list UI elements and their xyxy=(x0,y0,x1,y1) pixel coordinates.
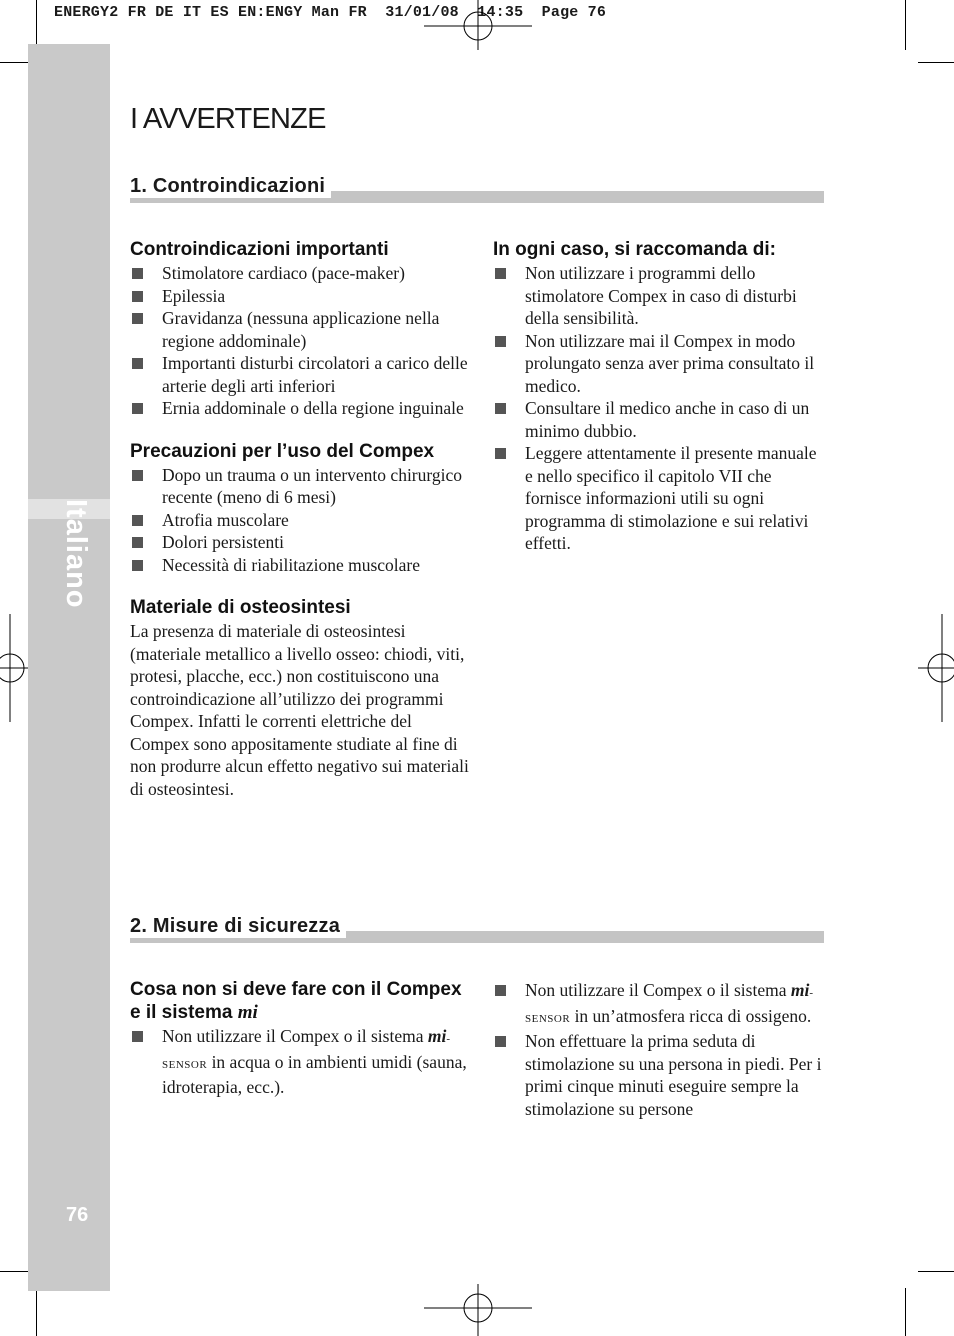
registration-mark-bottom-icon xyxy=(424,1284,532,1336)
recommendations-list xyxy=(493,262,825,555)
mi-logo: mi xyxy=(427,1026,447,1046)
section-1-left-column xyxy=(130,238,470,800)
sensor-label: -SENSOR xyxy=(525,987,814,1025)
crop-mark-bottom-right-v xyxy=(905,1288,906,1336)
list-item: Consultare il medico anche in caso di un minimo dubbio. xyxy=(493,397,825,442)
recommendations-heading: In ogni caso, si raccomanda di: xyxy=(493,239,776,260)
mi-logo: mi xyxy=(237,1002,258,1023)
list-item: Dopo un trauma o un intervento chirurgico recente (meno di 6 mesi) xyxy=(130,464,470,509)
crop-mark-top-right-v xyxy=(905,0,906,50)
registration-mark-right-icon xyxy=(918,614,954,722)
crop-mark-top-right-h xyxy=(918,62,954,63)
section-2-heading: 2. Misure di sicurezza xyxy=(130,915,346,938)
section-1-heading: 1. Controindicazioni xyxy=(130,175,331,198)
list-item-text: in un’atmosfera ricca di ossigeno. xyxy=(574,1005,812,1026)
list-item: Gravidanza (nessuna applicazione nella regione addominale) xyxy=(130,307,470,352)
safety-list-right xyxy=(493,979,825,1120)
crop-mark-top-left-v xyxy=(36,0,37,48)
mi-logo: mi xyxy=(790,980,810,1000)
crop-mark-bottom-right-h xyxy=(918,1271,954,1272)
crop-mark-bottom-left-v xyxy=(36,1288,37,1336)
page-title: I AVVERTENZE xyxy=(130,103,326,135)
list-item xyxy=(493,979,825,1030)
list-item: Non utilizzare i programmi dello stimolatore Compex in caso di disturbi della sensibilità. xyxy=(493,262,825,330)
precautions-heading: Precauzioni per l’uso del Compex xyxy=(130,440,435,462)
list-item xyxy=(130,1025,470,1099)
list-item: Dolori persistenti xyxy=(130,531,470,554)
list-item: Leggere attentamente il presente manuale e nello specifico il capitolo VII che fornisce informazioni utili su ogni programma di stimolazione e sui relativi effetti. xyxy=(493,442,825,555)
section-1-right-column xyxy=(493,238,825,555)
contraindications-list xyxy=(130,262,470,420)
list-item: Non effettuare la prima seduta di stimolazione su una persona in piedi. Per i primi cinque minuti eseguire sempre la stimolazione su persone xyxy=(493,1030,825,1120)
list-item: Ernia addominale o della regione inguinale xyxy=(130,397,470,420)
osteosynthesis-heading: Materiale di osteosintesi xyxy=(130,597,351,618)
precautions-list xyxy=(130,464,470,577)
safety-list-left xyxy=(130,1025,470,1099)
list-item: Non utilizzare mai il Compex in modo prolungato senza aver prima consultato il medico. xyxy=(493,330,825,398)
list-item: Stimolatore cardiaco (pace-maker) xyxy=(130,262,470,285)
safety-heading-text: Cosa non si deve fare con il Compex e il sistema xyxy=(130,979,462,1023)
list-item: Epilessia xyxy=(130,285,470,308)
sensor-label: -SENSOR xyxy=(162,1033,451,1071)
language-side-tab xyxy=(28,44,110,1291)
list-item: Necessità di riabilitazione muscolare xyxy=(130,554,470,577)
safety-heading xyxy=(130,978,470,1024)
section-2-left-column xyxy=(130,978,470,1099)
side-tab-language-label: Italiano xyxy=(60,499,92,609)
list-item: Atrofia muscolare xyxy=(130,509,470,532)
registration-mark-top-icon xyxy=(424,0,532,50)
list-item: Importanti disturbi circolatori a carico delle arterie degli arti inferiori xyxy=(130,352,470,397)
contraindications-heading: Controindicazioni importanti xyxy=(130,239,389,260)
list-item-text: Non utilizzare il Compex o il sistema xyxy=(162,1026,424,1046)
list-item-text: Non utilizzare il Compex o il sistema xyxy=(525,980,787,1000)
section-2-right-column xyxy=(493,979,825,1120)
print-slug-line: ENERGY2 FR DE IT ES EN:ENGY Man FR 31/01/08 14:35 Page 76 xyxy=(54,4,607,21)
page-number: 76 xyxy=(66,1204,89,1226)
list-item-text: in acqua o in ambienti umidi (sauna, idroterapia, ecc.). xyxy=(162,1051,467,1097)
osteosynthesis-paragraph: La presenza di materiale di osteosintesi (materiale metallico a livello osseo: chiodi, viti, protesi, placche, ecc.) non costituiscono una controindicazione all’utilizzo dei programmi Compex. Infatti le correnti elettriche del Compex sono appositamente studiate al fine di non produrre alcun effetto negativo sui materiali di osteosintesi. xyxy=(130,621,469,799)
